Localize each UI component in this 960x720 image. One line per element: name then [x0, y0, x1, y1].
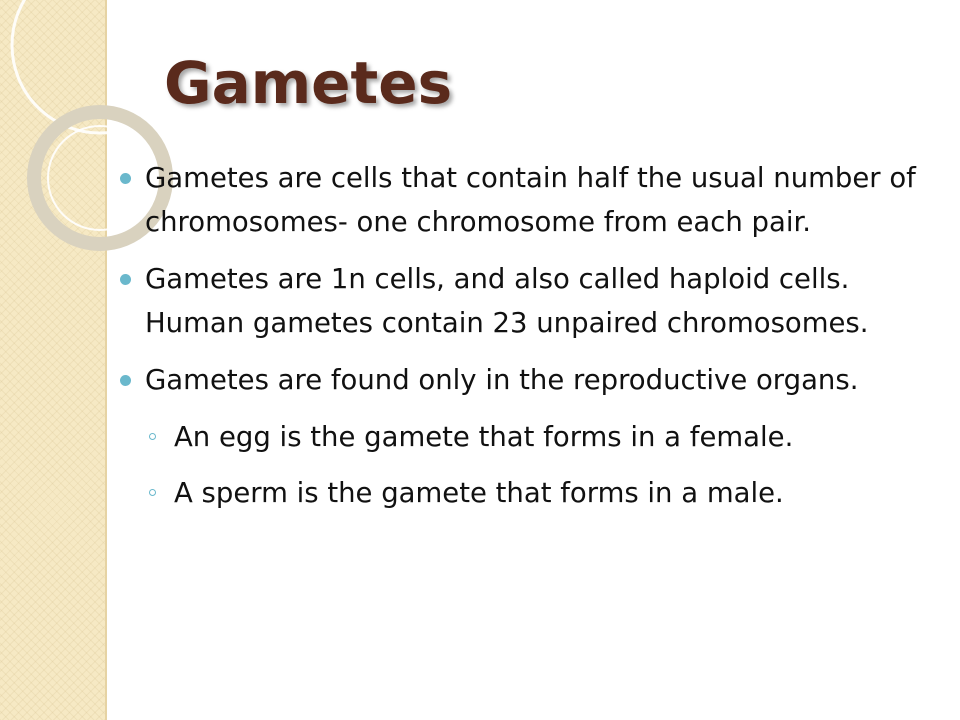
bullet-text: Gametes are 1n cells, and also called haploid cells. Human gametes contain 23 unpaired chromosomes. [145, 263, 869, 339]
slide-title: Gametes [164, 49, 453, 117]
sub-bullet-item [118, 415, 933, 459]
bullet-text: Gametes are found only in the reproductive organs. [145, 364, 859, 396]
sub-bullet-item [118, 471, 933, 515]
sub-bullet-ring-icon [149, 489, 156, 496]
sub-bullet-text: An egg is the gamete that forms in a female. [174, 421, 794, 453]
slide-content [118, 156, 933, 527]
bullet-text: Gametes are cells that contain half the usual number of chromosomes- one chromosome from each pair. [145, 162, 916, 238]
bullet-dot-icon [120, 274, 131, 285]
bullet-list [118, 156, 933, 515]
bullet-item [118, 358, 933, 402]
bullet-dot-icon [120, 375, 131, 386]
bullet-item [118, 156, 933, 244]
sub-bullet-ring-icon [149, 433, 156, 440]
bullet-dot-icon [120, 173, 131, 184]
bullet-item [118, 257, 933, 345]
sub-bullet-text: A sperm is the gamete that forms in a male. [174, 477, 784, 509]
